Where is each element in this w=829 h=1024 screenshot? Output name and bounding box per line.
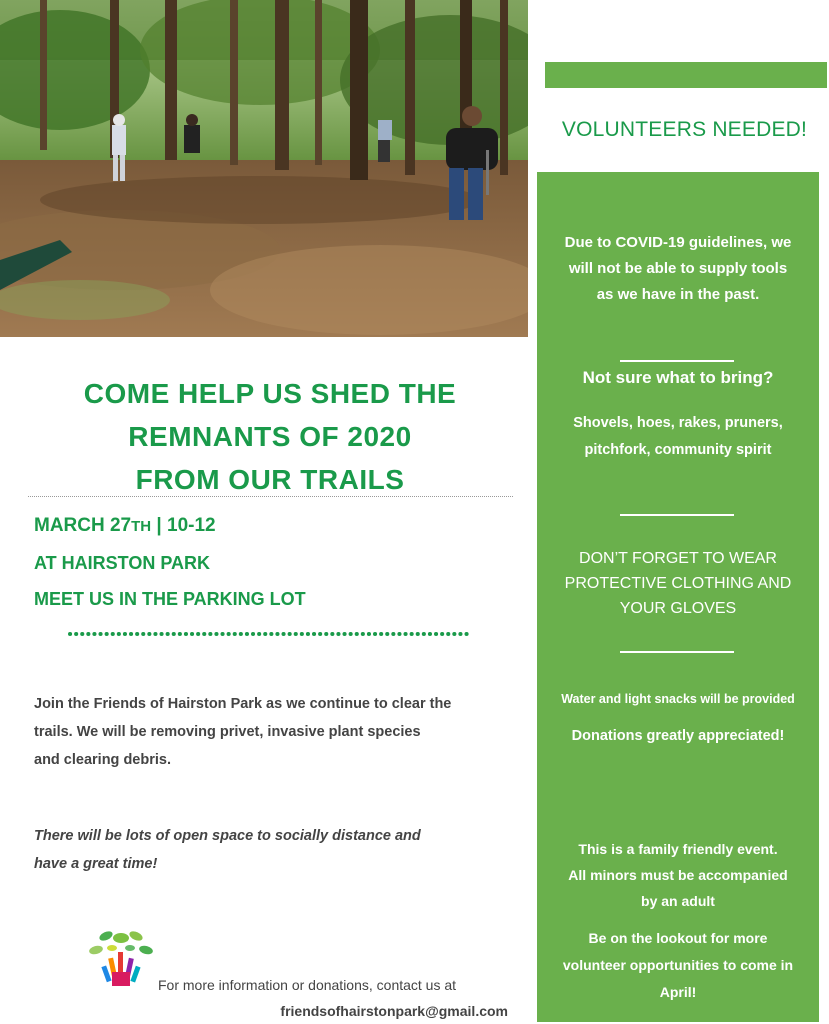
dotted-divider xyxy=(28,496,513,497)
contact-info xyxy=(158,972,508,1024)
green-dotted-divider xyxy=(68,630,474,638)
friends-of-hairston-park-logo xyxy=(84,922,158,994)
lookout-note: Be on the lookout for more volunteer opportunities to come in April! xyxy=(562,930,794,1000)
divider xyxy=(620,514,734,516)
bring-list: Shovels, hoes, rakes, pruners, pitchfork, community spirit xyxy=(573,415,783,458)
description: Join the Friends of Hairston Park as we continue to clear the trails. We will be removing privet, invasive plant species and clearing debris. xyxy=(34,696,452,768)
top-green-bar xyxy=(545,62,827,88)
divider xyxy=(620,651,734,653)
contact-text: For more information or donations, contact us at xyxy=(158,977,457,993)
volunteers-needed-heading: VOLUNTEERS NEEDED! xyxy=(561,118,808,141)
water-snacks-note: Water and light snacks will be provided xyxy=(561,692,795,706)
meeting-point: MEET US IN THE PARKING LOT xyxy=(34,589,306,609)
divider xyxy=(620,360,734,362)
page-title: COME HELP US SHED THE REMNANTS OF 2020 FROM OUR TRAILS xyxy=(83,378,457,495)
event-details xyxy=(34,508,306,617)
bring-title: Not sure what to bring? xyxy=(582,368,774,387)
contact-email[interactable]: friendsofhairstonpark@gmail.com xyxy=(280,1003,508,1019)
volunteers-photo xyxy=(0,0,528,337)
wear-reminder: DON’T FORGET TO WEAR PROTECTIVE CLOTHING AND YOUR GLOVES xyxy=(564,550,792,617)
event-date: MARCH 27TH | 10-12 xyxy=(34,515,216,536)
family-event-note: This is a family friendly event. All minors must be accompanied by an adult xyxy=(568,841,788,909)
event-location: AT HAIRSTON PARK xyxy=(34,553,211,573)
donations-note: Donations greatly appreciated! xyxy=(571,728,785,744)
info-side-panel xyxy=(537,172,819,1022)
covid-notice: Due to COVID-19 guidelines, we will not be able to supply tools as we have in the past. xyxy=(564,234,792,303)
social-distance-note: There will be lots of open space to socially distance and have a great time! xyxy=(34,828,421,872)
